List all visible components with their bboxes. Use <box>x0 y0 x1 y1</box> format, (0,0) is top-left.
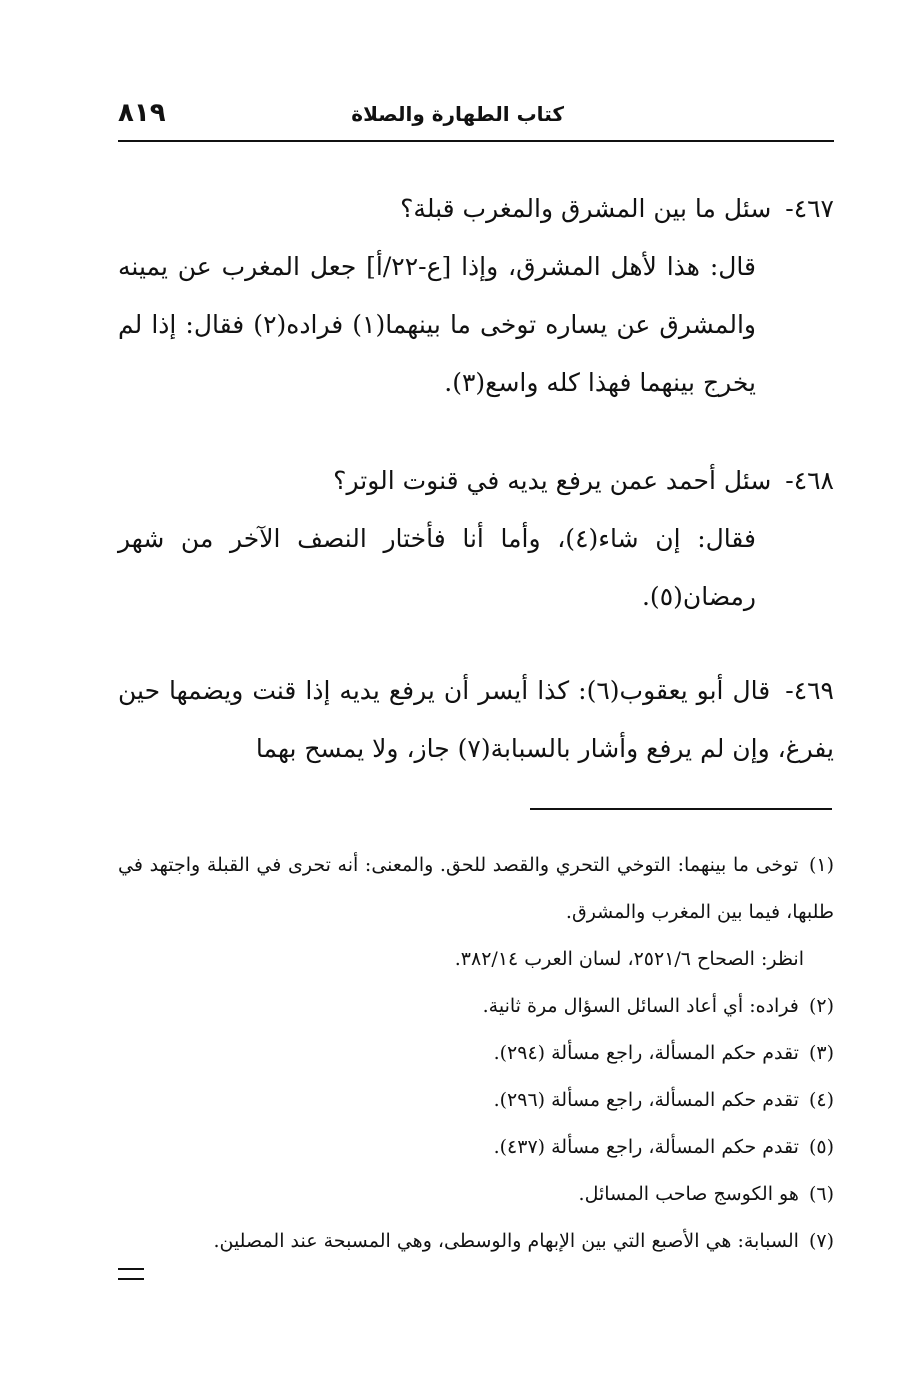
entry-text: قال أبو يعقوب(٦): كذا أيسر أن يرفع يديه إذا قنت ويضمها حين يفرغ، وإن لم يرفع وأشار بالسبابة(٧) جاز، ولا يمسح بهما <box>118 676 834 763</box>
footnotes <box>118 842 834 1265</box>
footnote-7 <box>118 1218 834 1265</box>
entry-468 <box>118 452 834 626</box>
continuation-mark <box>118 1268 144 1280</box>
entry-467 <box>118 180 834 412</box>
footnote-separator <box>530 808 832 810</box>
footnote-text: توخى ما بينهما: التوخي التحري والقصد للحق. والمعنى: أنه تحرى في القبلة واجتهد في طلبها، فيما بين المغرب والمشرق. <box>118 854 834 923</box>
footnote-text: السبابة: هي الأصبع التي بين الإبهام والوسطى، وهي المسبحة عند المصلين. <box>213 1230 799 1252</box>
entry-question: سئل ما بين المشرق والمغرب قبلة؟ <box>400 194 772 223</box>
entry-answer: قال: هذا لأهل المشرق، وإذا [ع-٢٢/أ] جعل المغرب عن يمينه والمشرق عن يساره توخى ما بينهما(١) فراده(٢) فقال: إذا لم يخرج بينهما فهذا كله واسع(٣). <box>118 252 756 397</box>
footnote-1-ref <box>118 936 834 983</box>
footnote-number: (٢) <box>808 995 834 1017</box>
footnote-number: (١) <box>808 854 835 876</box>
footnote-text: تقدم حكم المسألة، راجع مسألة (٢٩٦). <box>493 1089 799 1111</box>
footnote-text: هو الكوسج صاحب المسائل. <box>578 1183 799 1205</box>
entry-number: ٤٦٨- <box>785 466 834 495</box>
footnote-text: انظر: الصحاح ٢٥٢١/٦، لسان العرب ٣٨٢/١٤. <box>454 948 804 970</box>
footnote-6 <box>118 1171 834 1218</box>
footnote-text: فراده: أي أعاد السائل السؤال مرة ثانية. <box>482 995 799 1017</box>
footnote-text: تقدم حكم المسألة، راجع مسألة (٢٩٤). <box>493 1042 799 1064</box>
page-number: ٨١٩ <box>118 98 166 128</box>
footnote-3 <box>118 1030 834 1077</box>
footnote-5 <box>118 1124 834 1171</box>
header-rule <box>118 140 834 142</box>
entry-469 <box>118 662 834 778</box>
footnote-2 <box>118 983 834 1030</box>
entry-number: ٤٦٩- <box>785 676 834 705</box>
footnote-1 <box>118 842 834 936</box>
footnote-number: (٧) <box>808 1230 834 1252</box>
entry-number: ٤٦٧- <box>785 194 834 223</box>
footnote-text: تقدم حكم المسألة، راجع مسألة (٤٣٧). <box>493 1136 799 1158</box>
entry-answer: فقال: إن شاء(٤)، وأما أنا فأختار النصف الآخر من شهر رمضان(٥). <box>118 524 757 611</box>
footnote-number: (٣) <box>808 1042 834 1064</box>
footnote-4 <box>118 1077 834 1124</box>
page-header <box>118 98 834 134</box>
footnote-number: (٤) <box>808 1089 834 1111</box>
running-title: كتاب الطهارة والصلاة <box>351 102 564 126</box>
entry-question: سئل أحمد عمن يرفع يديه في قنوت الوتر؟ <box>333 466 772 495</box>
footnote-number: (٥) <box>808 1136 834 1158</box>
footnote-number: (٦) <box>808 1183 834 1205</box>
